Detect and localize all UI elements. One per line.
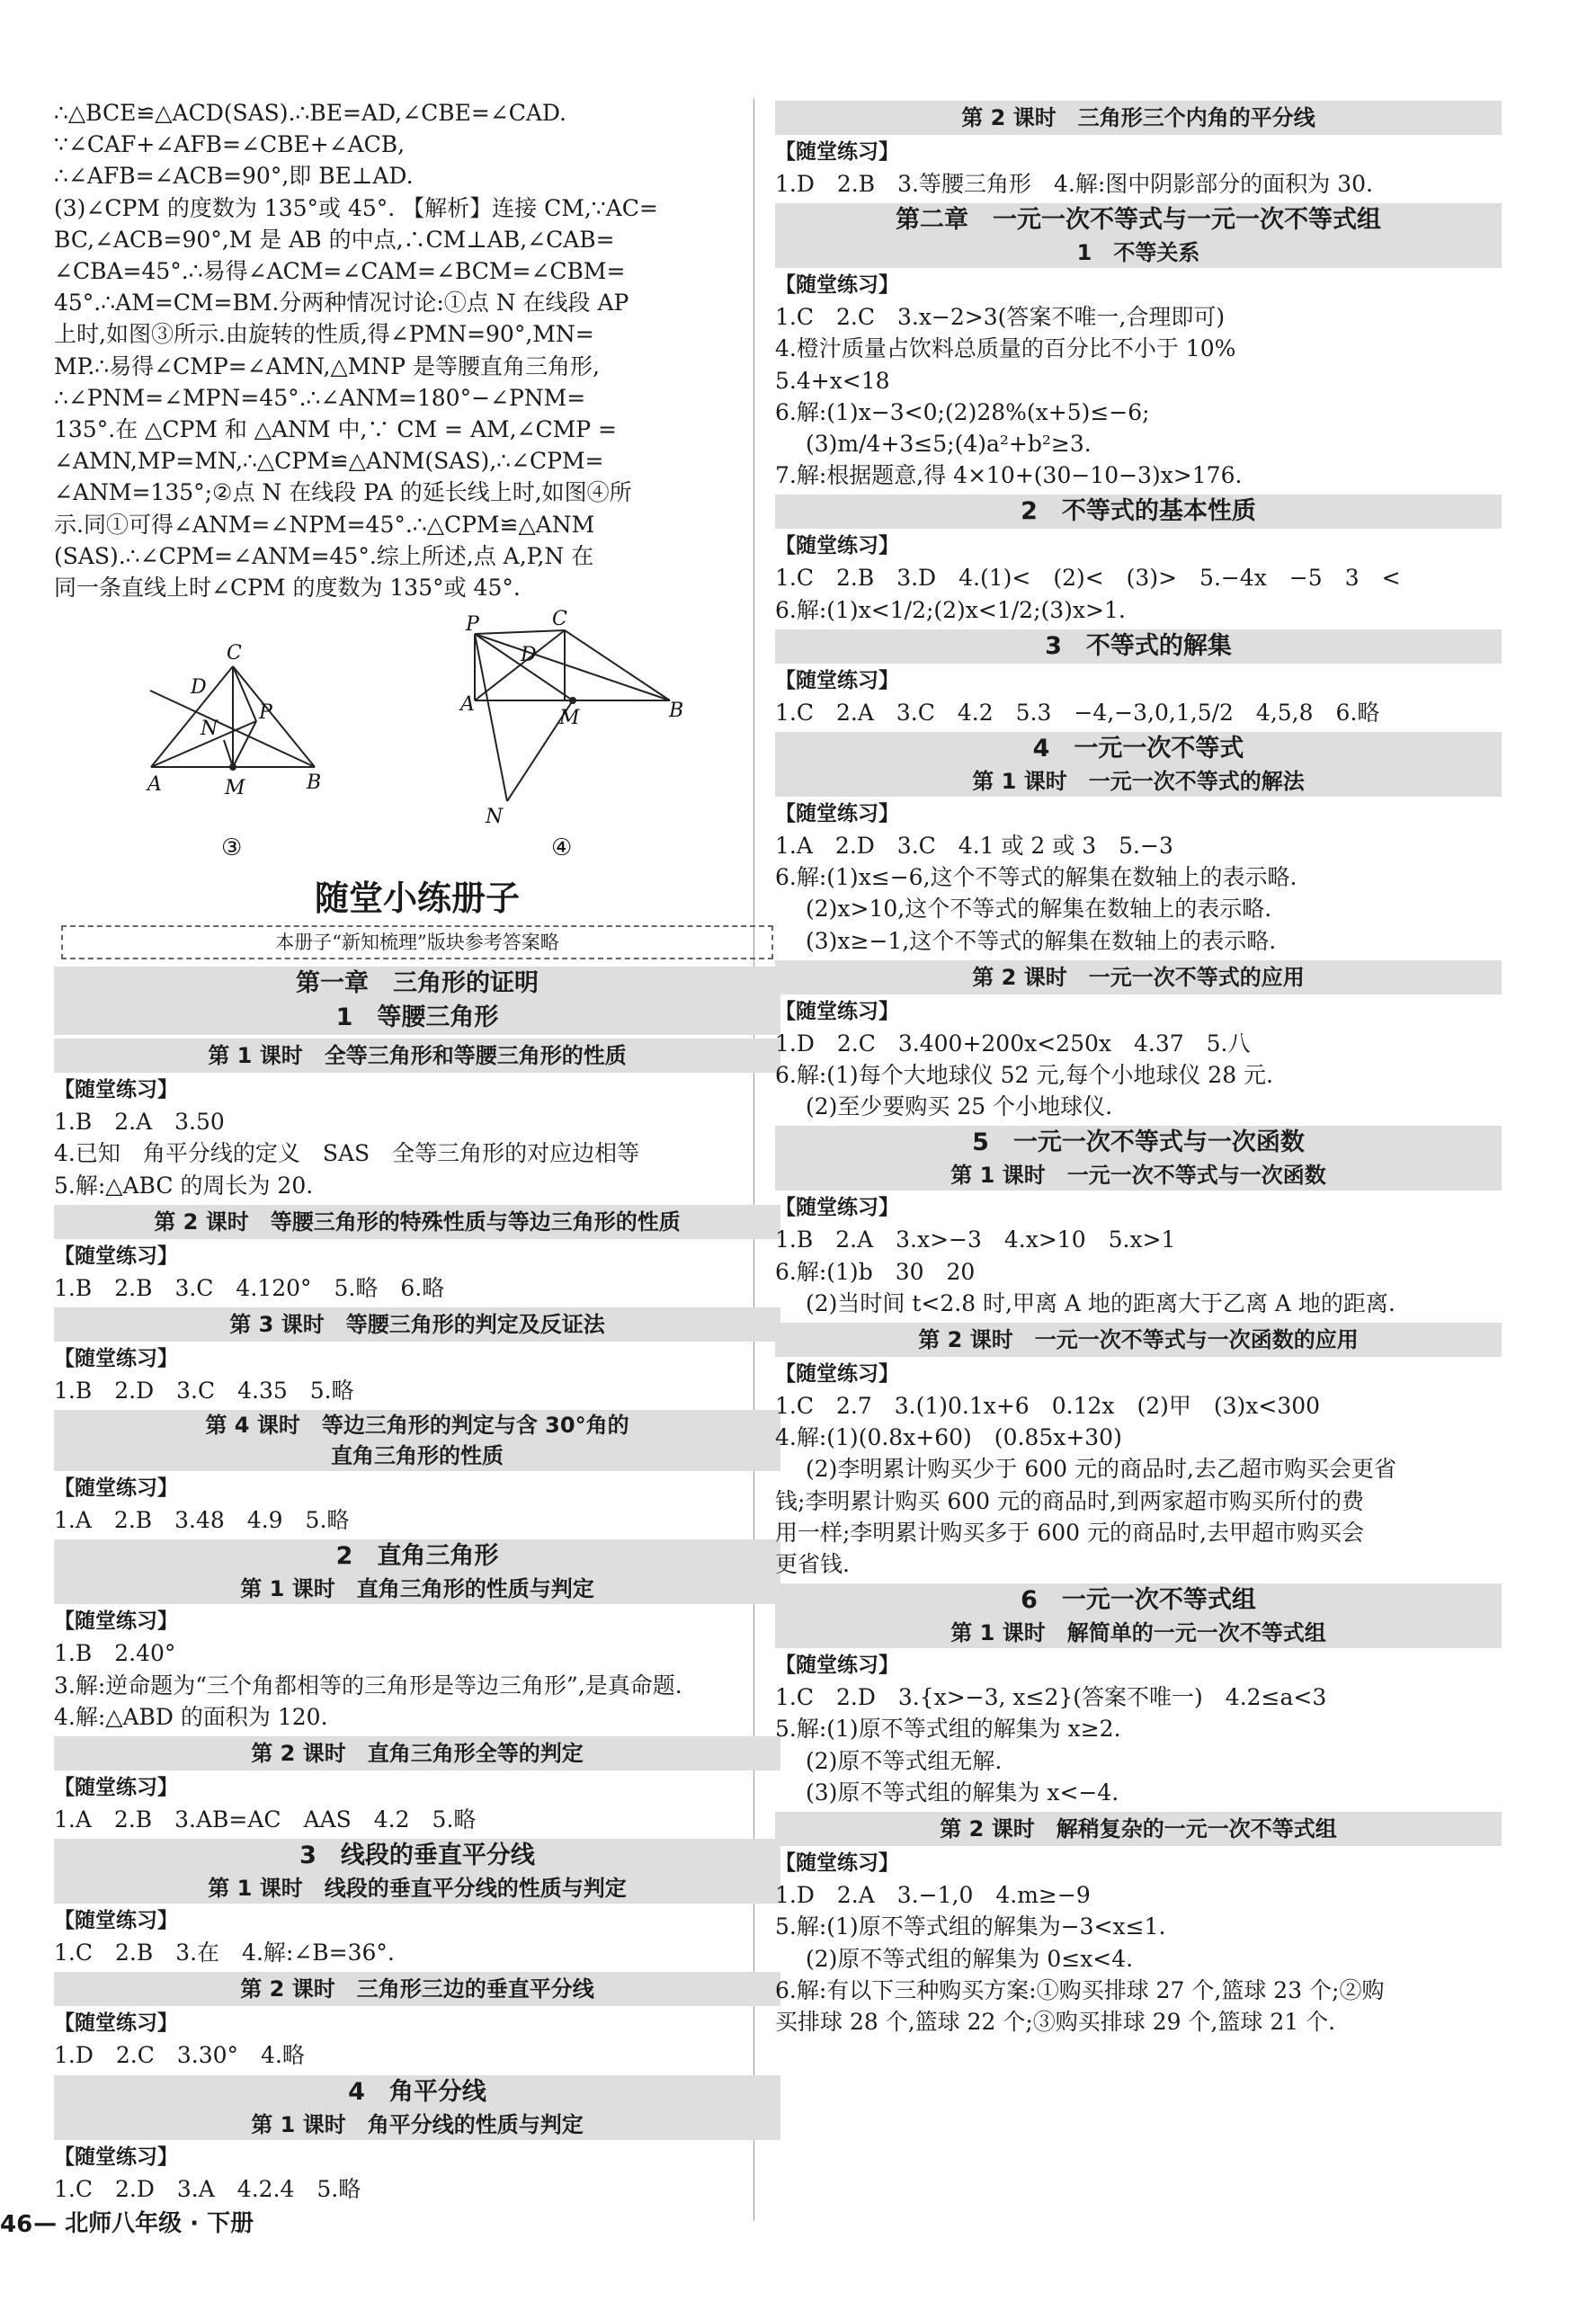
text-line: MP.∴易得∠CMP=∠AMN,△MNP 是等腰直角三角形, xyxy=(54,352,600,379)
fig4-point-a: A xyxy=(460,693,475,717)
lesson-title: 第 2 课时 一元一次不等式的应用 xyxy=(972,964,1305,990)
lesson-heading xyxy=(54,1736,780,1770)
lesson-title: 第 2 课时 等腰三角形的特殊性质与等边三角形的性质 xyxy=(154,1208,681,1235)
fig3-point-a: A xyxy=(147,773,162,797)
answer-line: 7.解:根据题意,得 4×10+(30−10−3)x>176. xyxy=(775,462,1243,489)
text-line: ∴∠PNM=∠MPN=45°.∴∠ANM=180°−∠PNM= xyxy=(54,384,586,411)
chapter-heading xyxy=(775,203,1502,268)
answer-line: 1.C 2.B 3.在 4.解:∠B=36°. xyxy=(54,1940,395,1967)
answer-line: 1.C 2.D 3.{x>−3, x≤2}(答案不唯一) 4.2≤a<3 xyxy=(775,1684,1327,1711)
answer-line: 6.解:(1)x−3<0;(2)28%(x+5)≤−6; xyxy=(775,398,1150,425)
answer-line: 5.4+x<18 xyxy=(775,367,890,394)
left-column xyxy=(54,97,780,2205)
booklet-title: 随堂小练册子 xyxy=(314,878,520,919)
lesson-heading xyxy=(775,1812,1502,1846)
answer-line: (2)当时间 t<2.8 时,甲离 A 地的距离大于乙离 A 地的距离. xyxy=(806,1289,1395,1316)
practice-label: 【随堂练习】 xyxy=(775,1851,899,1876)
fig3-point-p: P xyxy=(259,701,272,725)
section-heading xyxy=(775,1583,1502,1648)
text-line: 同一条直线上时∠CPM 的度数为 135°或 45°. xyxy=(54,575,521,602)
answer-line: 1.B 2.40° xyxy=(54,1640,176,1667)
answer-line: (3)m/4+3≤5;(4)a²+b²≥3. xyxy=(806,431,1092,458)
lesson-heading xyxy=(54,1039,780,1073)
lesson-title: 第 1 课时 一元一次不等式的解法 xyxy=(972,769,1305,795)
answer-line: 6.解:(1)每个大地球仪 52 元,每个小地球仪 28 元. xyxy=(775,1062,1273,1089)
answer-line: 1.D 2.B 3.等腰三角形 4.解:图中阴影部分的面积为 30. xyxy=(775,171,1373,197)
practice-label: 【随堂练习】 xyxy=(775,802,899,826)
text-line: BC,∠ACB=90°,M 是 AB 的中点,∴CM⊥AB,∠CAB= xyxy=(54,226,615,253)
answer-line: 5.解:(1)原不等式组的解集为 x≥2. xyxy=(775,1716,1121,1743)
page-footer xyxy=(0,2205,254,2238)
text-line: (3)∠CPM 的度数为 135°或 45°. 【解析】连接 CM,∵AC= xyxy=(54,194,658,221)
practice-label: 【随堂练习】 xyxy=(775,668,899,692)
lesson-title: 第 2 课时 解稍复杂的一元一次不等式组 xyxy=(940,1816,1337,1842)
text-line: 45°.∴AM=CM=BM.分两种情况讨论:①点 N 在线段 AP xyxy=(54,290,629,317)
practice-label: 【随堂练习】 xyxy=(775,1362,899,1387)
answer-line: 6.解:有以下三种购买方案:①购买排球 27 个,篮球 23 个;②购 xyxy=(775,1976,1385,2003)
answer-line: 更省钱. xyxy=(775,1551,850,1578)
answer-line: 6.解:(1)b 30 20 xyxy=(775,1258,976,1285)
fig4-label: ④ xyxy=(551,834,573,862)
answer-line: 买排球 28 个,篮球 22 个;③购买排球 29 个,篮球 21 个. xyxy=(775,2008,1336,2035)
fig3-point-n: N xyxy=(201,718,218,741)
practice-label: 【随堂练习】 xyxy=(54,1610,178,1634)
right-column xyxy=(775,97,1502,2038)
lesson-title: 第 3 课时 等腰三角形的判定及反证法 xyxy=(229,1312,605,1338)
lesson-title: 第 1 课时 角平分线的性质与判定 xyxy=(251,2111,584,2137)
lesson-heading xyxy=(775,960,1502,994)
section-title: 2 直角三角形 xyxy=(335,1542,499,1571)
answer-line: 1.C 2.D 3.A 4.2.4 5.略 xyxy=(54,2175,361,2202)
section-heading xyxy=(54,1539,780,1604)
practice-label: 【随堂练习】 xyxy=(54,1476,178,1501)
answer-line: (2)至少要购买 25 个小地球仪. xyxy=(806,1093,1113,1120)
text-line: 示.同①可得∠ANM=∠NPM=45°.∴△CPM≌△ANM xyxy=(54,511,595,538)
lesson-heading xyxy=(54,1972,780,2006)
practice-label: 【随堂练习】 xyxy=(775,1196,899,1220)
answer-line: 1.C 2.C 3.x−2>3(答案不唯一,合理即可) xyxy=(775,304,1226,331)
lesson-heading xyxy=(775,1323,1502,1357)
lesson-title: 第 2 课时 三角形三边的垂直平分线 xyxy=(240,1976,594,2002)
practice-label: 【随堂练习】 xyxy=(775,534,899,558)
answer-line: (2)李明累计购买少于 600 元的商品时,去乙超市购买会更省 xyxy=(806,1456,1396,1483)
text-line: ∠AMN,MP=MN,∴△CPM≌△ANM(SAS),∴∠CPM= xyxy=(54,448,604,475)
answer-line: 1.B 2.A 3.x>−3 4.x>10 5.x>1 xyxy=(775,1226,1176,1253)
practice-label: 【随堂练习】 xyxy=(54,1078,178,1102)
section-heading xyxy=(54,1839,780,1904)
practice-label: 【随堂练习】 xyxy=(54,2011,178,2036)
answer-line: 钱;李明累计购买 600 元的商品时,到两家超市购买所付的费 xyxy=(775,1487,1364,1514)
page-number: 46 xyxy=(0,2211,33,2238)
chapter-heading xyxy=(54,967,780,1035)
lesson-title-line2: 直角三角形的性质 xyxy=(331,1443,504,1469)
practice-label: 【随堂练习】 xyxy=(54,1244,178,1268)
fig4-point-c: C xyxy=(552,608,567,631)
practice-label: 【随堂练习】 xyxy=(775,140,899,164)
fig4-point-n: N xyxy=(486,806,504,829)
fig4-point-b: B xyxy=(669,700,684,723)
fig3-point-d: D xyxy=(191,676,207,700)
answer-line: 1.C 2.7 3.(1)0.1x+6 0.12x (2)甲 (3)x<300 xyxy=(775,1393,1321,1420)
answer-line: 5.解:△ABC 的周长为 20. xyxy=(54,1172,314,1199)
practice-label: 【随堂练习】 xyxy=(775,999,899,1023)
section-heading xyxy=(775,1126,1502,1191)
section-title: 4 一元一次不等式 xyxy=(1032,735,1244,763)
section-title: 6 一元一次不等式组 xyxy=(1021,1586,1256,1615)
answer-line: 6.解:(1)x<1/2;(2)x<1/2;(3)x>1. xyxy=(775,596,1126,623)
answer-line: 1.B 2.D 3.C 4.35 5.略 xyxy=(54,1378,354,1405)
section-title: 2 不等式的基本性质 xyxy=(1021,497,1256,526)
lesson-title: 第 1 课时 直角三角形的性质与判定 xyxy=(240,1576,594,1602)
answer-line: 4.已知 角平分线的定义 SAS 全等三角形的对应边相等 xyxy=(54,1140,640,1167)
section-heading xyxy=(775,495,1502,529)
lesson-heading xyxy=(54,1205,780,1239)
answer-line: 1.B 2.B 3.C 4.120° 5.略 6.略 xyxy=(54,1274,445,1301)
text-line: (SAS).∴∠CPM=∠ANM=45°.综上所述,点 A,P,N 在 xyxy=(54,542,594,569)
text-line: ∴△BCE≌△ACD(SAS).∴BE=AD,∠CBE=∠CAD. xyxy=(54,100,567,126)
fig3-point-c: C xyxy=(227,642,242,665)
answer-line: 用一样;李明累计购买多于 600 元的商品时,去甲超市购买会 xyxy=(775,1519,1364,1546)
practice-label: 【随堂练习】 xyxy=(775,1654,899,1678)
practice-label: 【随堂练习】 xyxy=(54,2145,178,2169)
answer-line: 3.解:逆命题为“三个角都相等的三角形是等边三角形”,是真命题. xyxy=(54,1672,682,1699)
text-line: ∠CBA=45°.∴易得∠ACM=∠CAM=∠BCM=∠CBM= xyxy=(54,258,626,285)
section-title: 1 等腰三角形 xyxy=(335,1003,499,1032)
answer-line: (2)原不等式组无解. xyxy=(806,1747,1003,1774)
lesson-title: 第 1 课时 一元一次不等式与一次函数 xyxy=(950,1163,1326,1189)
footer-separator: — xyxy=(33,2210,58,2237)
chapter-title: 第二章 一元一次不等式与一元一次不等式组 xyxy=(896,206,1381,235)
practice-label: 【随堂练习】 xyxy=(54,1909,178,1933)
lesson-heading xyxy=(54,1410,780,1471)
answer-line: 6.解:(1)x≤−6,这个不等式的解集在数轴上的表示略. xyxy=(775,864,1297,891)
answer-line: 1.D 2.C 3.30° 4.略 xyxy=(54,2042,305,2069)
answer-line: 1.C 2.A 3.C 4.2 5.3 −4,−3,0,1,5/2 4,5,8 6.略 xyxy=(775,699,1380,726)
section-heading xyxy=(54,2075,780,2140)
section-title: 3 不等式的解集 xyxy=(1045,631,1232,660)
answer-line: (2)原不等式组的解集为 0≤x<4. xyxy=(806,1945,1134,1972)
chapter-title: 第一章 三角形的证明 xyxy=(296,969,539,998)
answer-line: 1.B 2.A 3.50 xyxy=(54,1109,225,1136)
geometry-figures-svg xyxy=(54,603,780,866)
text-line: ∠ANM=135°;②点 N 在线段 PA 的延长线上时,如图④所 xyxy=(54,479,632,506)
section-title: 1 不等关系 xyxy=(1076,240,1200,266)
fig3-label: ③ xyxy=(221,834,243,862)
lesson-title: 第 1 课时 线段的垂直平分线的性质与判定 xyxy=(208,1876,627,1902)
lesson-title: 第 2 课时 三角形三个内角的平分线 xyxy=(961,105,1315,130)
fig3-point-m: M xyxy=(225,777,245,800)
answer-line: 4.解:△ABD 的面积为 120. xyxy=(54,1703,328,1730)
practice-label: 【随堂练习】 xyxy=(775,273,899,298)
text-line: 135°.在 △CPM 和 △ANM 中,∵ CM = AM,∠CMP = xyxy=(54,416,617,443)
fig3-point-b: B xyxy=(307,771,322,795)
answer-line: 1.A 2.B 3.48 4.9 5.略 xyxy=(54,1507,350,1534)
answer-line: 4.橙汁质量占饮料总质量的百分比不小于 10% xyxy=(775,335,1236,362)
section-title: 5 一元一次不等式与一次函数 xyxy=(972,1128,1305,1157)
lesson-title: 第 2 课时 一元一次不等式与一次函数的应用 xyxy=(918,1327,1359,1353)
fig4-point-m: M xyxy=(559,707,580,730)
practice-label: 【随堂练习】 xyxy=(54,1776,178,1800)
solution-continuation xyxy=(54,97,780,603)
answer-line: 1.A 2.D 3.C 4.1 或 2 或 3 5.−3 xyxy=(775,833,1173,860)
lesson-title: 第 1 课时 解简单的一元一次不等式组 xyxy=(950,1620,1326,1646)
geometry-figures xyxy=(54,603,780,866)
lesson-title: 第 2 课时 直角三角形全等的判定 xyxy=(251,1741,584,1767)
text-line: 上时,如图③所示.由旋转的性质,得∠PMN=90°,MN= xyxy=(54,321,594,348)
lesson-heading xyxy=(775,101,1502,135)
text-line: ∴∠AFB=∠ACB=90°,即 BE⊥AD. xyxy=(54,163,414,190)
section-heading xyxy=(775,629,1502,664)
answer-line: 1.A 2.B 3.AB=AC AAS 4.2 5.略 xyxy=(54,1806,477,1833)
practice-label: 【随堂练习】 xyxy=(54,1347,178,1371)
fig4-point-p: P xyxy=(466,613,479,637)
answer-line: 1.C 2.B 3.D 4.(1)< (2)< (3)> 5.−4x −5 3 < xyxy=(775,565,1401,592)
section-title: 3 线段的垂直平分线 xyxy=(299,1842,535,1870)
answer-line: 1.D 2.C 3.400+200x<250x 4.37 5.八 xyxy=(775,1030,1251,1057)
section-heading xyxy=(775,732,1502,797)
answer-line: (3)原不等式组的解集为 x<−4. xyxy=(806,1779,1119,1806)
book-name: 北师八年级 · 下册 xyxy=(65,2210,254,2237)
answer-line: (2)x>10,这个不等式的解集在数轴上的表示略. xyxy=(806,896,1272,923)
answer-line: 4.解:(1)(0.8x+60) (0.85x+30) xyxy=(775,1424,1122,1451)
fig4-point-d: D xyxy=(521,644,537,667)
answer-line: 5.解:(1)原不等式组的解集为−3<x≤1. xyxy=(775,1913,1166,1940)
section-title: 4 角平分线 xyxy=(348,2077,486,2106)
lesson-title: 第 1 课时 全等三角形和等腰三角形的性质 xyxy=(208,1043,627,1069)
text-line: ∵∠CAF+∠AFB=∠CBE+∠ACB, xyxy=(54,131,406,158)
answer-line: 1.D 2.A 3.−1,0 4.m≥−9 xyxy=(775,1882,1091,1909)
answer-line: (3)x≥−1,这个不等式的解集在数轴上的表示略. xyxy=(806,927,1277,954)
lesson-title: 第 4 课时 等边三角形的判定与含 30°角的 xyxy=(205,1413,629,1439)
booklet-note: 本册子“新知梳理”版块参考答案略 xyxy=(61,925,773,959)
lesson-heading xyxy=(54,1307,780,1342)
